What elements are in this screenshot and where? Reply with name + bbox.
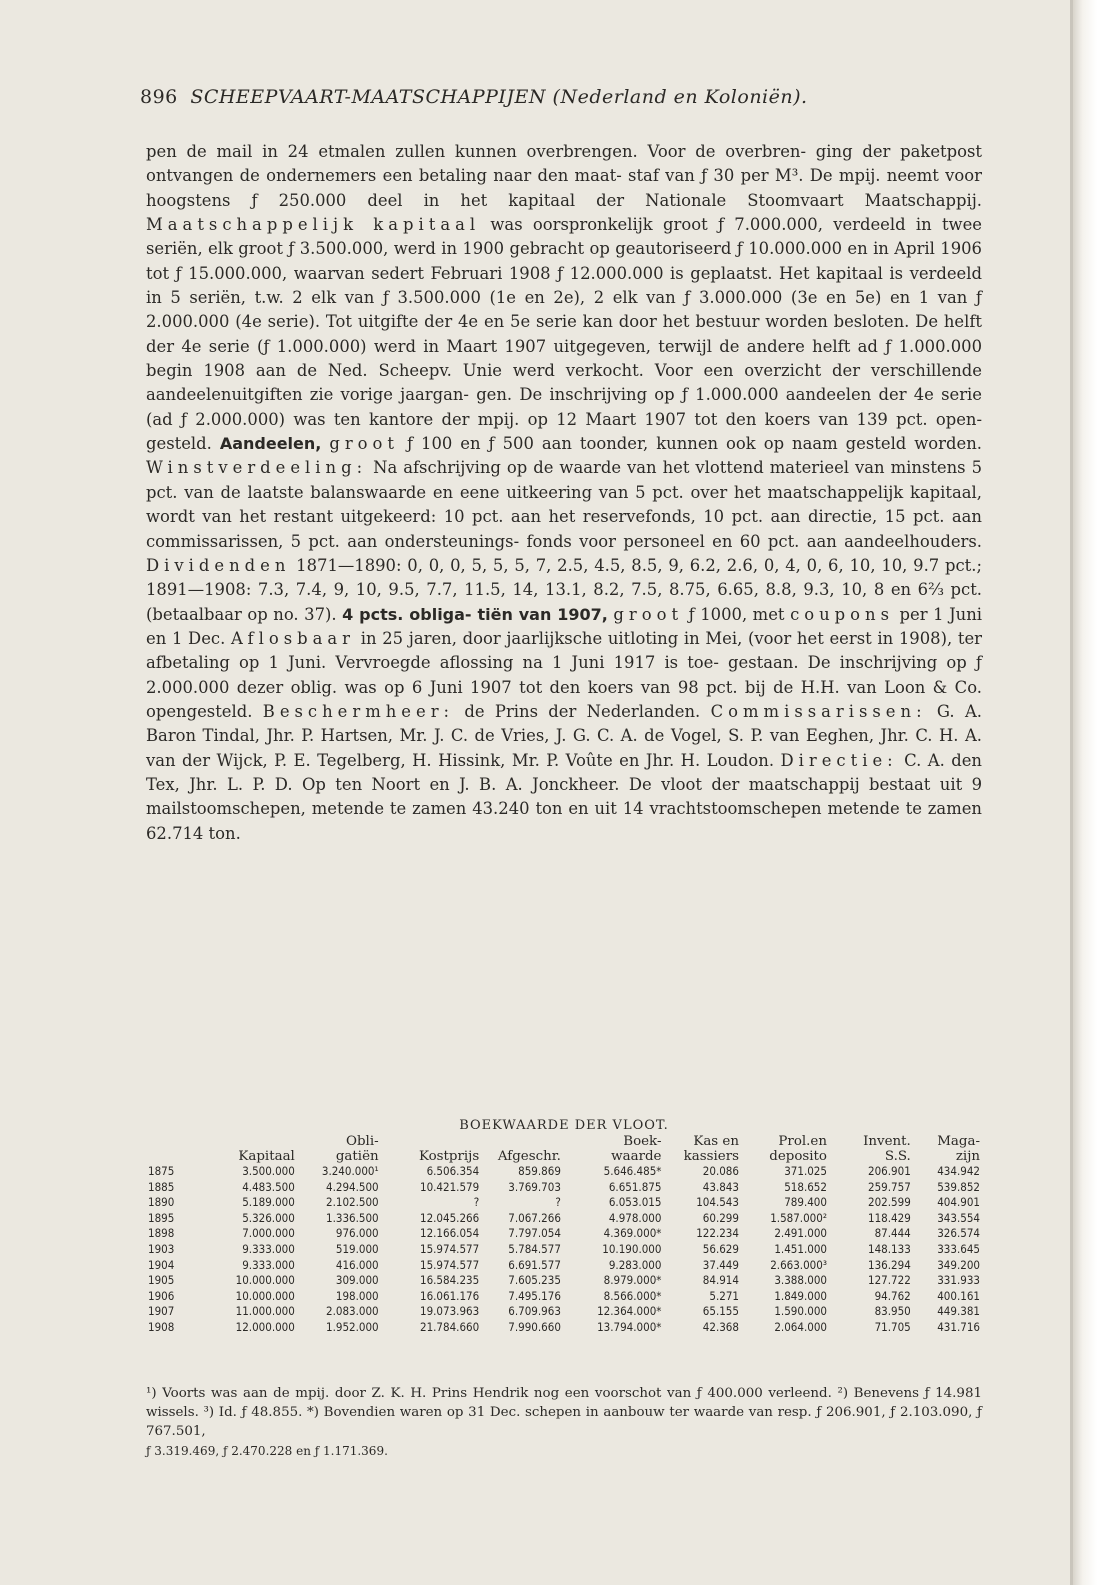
fleet-value-table [146, 1134, 982, 1336]
footnote-text-end: ƒ 3.319.469, ƒ 2.470.228 en ƒ 1.171.369. [146, 1443, 388, 1458]
spaced-groot-1: groot [329, 434, 399, 454]
table-cell: 343.554 [937, 1210, 980, 1225]
table-cell: 56.629 [702, 1241, 739, 1256]
table-cell-year: 1890 [148, 1195, 175, 1210]
table-cell: 434.942 [937, 1164, 980, 1178]
table-cell: 4.294.500 [326, 1179, 379, 1194]
table-cell: 1.952.000 [326, 1319, 379, 1334]
table-cell: 71.705 [874, 1319, 911, 1334]
table-cell-year: 1898 [148, 1226, 175, 1241]
spaced-aflosbaar: Aflosbaar [231, 628, 356, 648]
table-cell: 6.506.354 [426, 1164, 480, 1178]
table-cell: 859.869 [518, 1164, 561, 1178]
table-cell: 1.336.500 [326, 1210, 379, 1225]
table-header-row-bottom [146, 1149, 982, 1164]
table-cell: 789.400 [784, 1195, 827, 1210]
table-cell: 7.797.054 [508, 1226, 561, 1241]
table-row [146, 1273, 982, 1289]
body-text [146, 140, 982, 846]
table-header-cell [481, 1134, 563, 1149]
table-header-cell: Obli- [346, 1134, 379, 1149]
table-header-cell [146, 1149, 207, 1164]
table-header-cell: Kapitaal [238, 1149, 295, 1164]
table-cell: 12.045.266 [419, 1210, 480, 1225]
table-cell: 1.451.000 [774, 1241, 827, 1256]
table-cell: 4.978.000 [608, 1210, 662, 1225]
table-cell: 259.757 [868, 1179, 911, 1194]
table-cell: 148.133 [868, 1241, 911, 1256]
page-number: 896 [140, 86, 178, 108]
table-cell: 2.064.000 [774, 1319, 827, 1334]
table-cell: 5.271 [709, 1288, 739, 1303]
table-cell: 976.000 [335, 1226, 379, 1241]
table-cell: 11.000.000 [235, 1304, 295, 1319]
body-p5: 1871—1890: 0, 0, 0, 5, 5, 5, 7, 2.5, 4.5, 8.5, 9, 6.2, 2.6, 0, 4, 0, 6, 10, 10, 9.7 pct.; 1891—1908: 7.3, 7.4, 9, 10, 9.5, 7.7, 11.5, 14, 13.1, 8.2, 7.5, 8.75, 6.65, 8.8, 9.3, 10, 8 en 6⅔ pct. (betaalbaar op no. 37). [146, 555, 982, 624]
body-p9: de Prins der Nederlanden. [464, 701, 701, 721]
table-cell-year: 1895 [148, 1210, 175, 1225]
table-header-cell: Boek- [623, 1134, 662, 1149]
table-cell: 37.449 [702, 1257, 739, 1272]
body-p1: pen de mail in 24 etmalen zullen kunnen overbrengen. Voor de overbren- ging der paketpost ontvangen de ondernemers een betaling naar den maat- staf van ƒ 30 per M³. De mpij. neemt voor hoogstens ƒ 250.000 deel in het kapitaal der Nationale Stoomvaart Maatschappij. [146, 142, 982, 210]
table-cell: 9.333.000 [242, 1257, 295, 1272]
table-cell: 1.587.000² [770, 1210, 827, 1225]
table-cell: 19.073.963 [419, 1304, 480, 1319]
table-cell: 16.061.176 [419, 1288, 480, 1303]
table-cell: 4.369.000* [603, 1226, 662, 1241]
running-head [140, 86, 980, 108]
table-header-cell: S.S. [884, 1149, 911, 1164]
table-cell: 3.769.703 [508, 1179, 561, 1194]
spaced-dividenden: Dividenden [146, 555, 291, 575]
table-cell: 42.368 [702, 1319, 739, 1334]
table-cell: 104.543 [696, 1195, 739, 1210]
body-p3: ƒ 100 en ƒ 500 aan toonder, kunnen ook op naam gesteld worden. [406, 434, 982, 454]
table-cell: 371.025 [784, 1164, 827, 1178]
table-cell: 43.843 [702, 1179, 739, 1194]
table-cell-year: 1907 [148, 1304, 175, 1319]
table-cell: 333.645 [937, 1241, 980, 1256]
table-header-cell: waarde [611, 1149, 662, 1164]
table-cell: 9.283.000 [608, 1257, 662, 1272]
body-p2: was oorspronkelijk groot ƒ 7.000.000, verdeeld in twee seriën, elk groot ƒ 3.500.000, werd in 1900 gebracht op geautoriseerd ƒ 10.000.000 en in April 1906 tot ƒ 15.000.000, waarvan sedert Februari 1908 ƒ 12.000.000 is geplaatst. Het kapitaal is verdeeld in 5 seriën, t.w. 2 elk van ƒ 3.500.000 (1e en 2e), 2 elk van ƒ 3.000.000 (3e en 5e) en 1 van ƒ 2.000.000 (4e serie). Tot uitgifte der 4e en 5e serie kan door het bestuur worden besloten. De helft der 4e serie (ƒ 1.000.000) werd in Maart 1907 uitgegeven, terwijl de andere helft ad ƒ 1.000.000 begin 1908 aan de Ned. Scheepv. Unie werd verkocht. Voor een overzicht der verschillende aandeelenuitgiften zie vorige jaargan- gen. De inschrijving op ƒ 1.000.000 aandeelen der 4e serie (ad ƒ 2.000.000) was ten kantore der mpij. op 12 Maart 1907 tot den koers van 139 pct. open- gesteld. [146, 215, 982, 454]
table-row [146, 1226, 982, 1242]
spaced-directie: Directie: [780, 750, 898, 770]
table-cell: 5.784.577 [508, 1241, 561, 1256]
table-cell: 5.189.000 [242, 1195, 295, 1210]
table-row [146, 1304, 982, 1320]
table-cell: 87.444 [874, 1226, 911, 1241]
table-header-cell: zijn [955, 1149, 980, 1164]
table-cell: 416.000 [335, 1257, 379, 1272]
table-cell: 3.240.000¹ [321, 1164, 379, 1178]
table-cell-year: 1885 [148, 1179, 175, 1194]
table-cell: 15.974.577 [419, 1241, 480, 1256]
table-cell: 60.299 [702, 1210, 739, 1225]
table-cell: 84.914 [702, 1273, 739, 1288]
table-cell: 400.161 [937, 1288, 980, 1303]
table-cell: 198.000 [335, 1288, 379, 1303]
table-cell: 4.483.500 [242, 1179, 295, 1194]
table-cell-year: 1904 [148, 1257, 175, 1272]
spaced-beschermheer: Beschermheer: [262, 701, 455, 721]
table-cell: 21.784.660 [419, 1319, 480, 1334]
table-title: BOEKWAARDE DER VLOOT. [459, 1118, 669, 1133]
table-cell: 7.495.176 [508, 1288, 561, 1303]
table-header-cell: deposito [769, 1149, 827, 1164]
body-p7: per 1 Juni en 1 Dec. [146, 604, 982, 648]
table-cell: 8.979.000* [603, 1273, 662, 1288]
table-cell: 12.000.000 [235, 1319, 295, 1334]
table-row [146, 1320, 982, 1336]
table-cell: 2.083.000 [326, 1304, 379, 1319]
table-header-cell: Invent. [863, 1134, 911, 1149]
table-cell: 5.646.485* [603, 1164, 662, 1178]
table-row [146, 1180, 982, 1196]
table-row [146, 1195, 982, 1211]
heading-aandeelen: Aandeelen, [219, 434, 322, 454]
table-cell-year: 1875 [148, 1164, 175, 1178]
spaced-kapitaal: Maatschappelijk kapitaal [146, 215, 481, 235]
table-cell: 10.000.000 [235, 1288, 295, 1303]
table-row [146, 1242, 982, 1258]
table-cell: 449.381 [937, 1304, 980, 1319]
table-cell: 13.794.000* [597, 1319, 662, 1334]
table-row [146, 1258, 982, 1274]
book-spine-edge [1073, 0, 1097, 1585]
table-header-cell [381, 1134, 482, 1149]
table-cell: 7.067.266 [508, 1210, 561, 1225]
table-cell: 9.333.000 [242, 1241, 295, 1256]
table-cell: 118.429 [868, 1210, 911, 1225]
table-cell: 331.933 [937, 1273, 980, 1288]
table-cell: 1.849.000 [774, 1288, 827, 1303]
table-cell: 206.901 [868, 1164, 911, 1178]
table-header-cell [146, 1134, 207, 1149]
table-header-cell [207, 1134, 297, 1149]
table-cell: 6.709.963 [508, 1304, 561, 1319]
table-cell: 10.000.000 [235, 1273, 295, 1288]
table-cell: 202.599 [868, 1195, 911, 1210]
table-header-cell: gatiën [335, 1149, 379, 1164]
table-cell: ? [473, 1195, 480, 1210]
table-row [146, 1164, 982, 1180]
body-p6: ƒ 1000, met [688, 604, 785, 624]
table-cell: 127.722 [868, 1273, 911, 1288]
table-cell: 2.663.000³ [770, 1257, 827, 1272]
table-cell-year: 1905 [148, 1273, 175, 1288]
page-title: SCHEEPVAART-MAATSCHAPPIJEN (Nederland en Koloniën). [190, 86, 808, 108]
table-cell: 65.155 [702, 1304, 739, 1319]
spaced-groot-2: groot [613, 604, 684, 624]
table-cell: 3.500.000 [242, 1164, 295, 1178]
body-p8: in 25 jaren, door jaarlijksche uitloting in Mei, (voor het eerst in 1908), ter afbetaling op 1 Juni. Vervroegde aflossing na 1 Juni 1917 is toe- gestaan. De inschrijving op ƒ 2.000.000 dezer oblig. was op 6 Juni 1907 tot den koers van 98 pct. bij de H.H. van Loon & Co. opengesteld. [146, 628, 983, 721]
table-header-cell: Kostprijs [418, 1149, 480, 1164]
table-cell: 431.716 [937, 1319, 980, 1334]
table-cell: 518.652 [784, 1179, 827, 1194]
table-cell: 309.000 [335, 1273, 379, 1288]
table-cell: 6.651.875 [608, 1179, 662, 1194]
table-cell-year: 1903 [148, 1241, 175, 1256]
table-cell: 20.086 [702, 1164, 739, 1178]
spaced-coupons: coupons [790, 604, 894, 624]
table-cell: 83.950 [874, 1304, 911, 1319]
table-cell: 6.053.015 [608, 1195, 662, 1210]
table-row [146, 1289, 982, 1305]
table-cell: 94.762 [874, 1288, 911, 1303]
footnote-text: ¹) Voorts was aan de mpij. door Z. K. H. Prins Hendrik nog een voorschot van ƒ 400.000 verleend. ²) Benevens ƒ 14.981 wissels. ³) Id. ƒ 48.855. *) Bovendien waren op 31 Dec. schepen in aanbouw ter waarde van resp. ƒ 206.901, ƒ 2.103.090, ƒ 767.501, [146, 1386, 982, 1440]
table-cell: 7.000.000 [242, 1226, 295, 1241]
body-p10: G. A. Baron Tindal, Jhr. P. Hartsen, Mr. J. C. de Vries, J. G. C. A. de Vogel, S. P. van Eeghen, Jhr. C. H. A. van der Wijck, P. E. Tegelberg, H. Hissink, Mr. P. Voûte en Jhr. H. Loudon. [146, 701, 983, 770]
table-header-row-top [146, 1134, 982, 1149]
spaced-commissarissen: Commissarissen: [710, 701, 927, 721]
table-cell: 12.166.054 [419, 1226, 480, 1241]
table-cell: 7.605.235 [508, 1273, 561, 1288]
fleet-value-table-section [146, 1118, 982, 1336]
table-cell: 326.574 [937, 1226, 980, 1241]
table-header-cell: Afgeschr. [497, 1149, 561, 1164]
table-cell: 404.901 [937, 1195, 980, 1210]
body-p11: C. A. den Tex, Jhr. L. P. D. Op ten Noort en J. B. A. Jonckheer. De vloot der maatschappij bestaat uit 9 mailstoomschepen, metende te zamen 43.240 ton en uit 14 vrachtstoomschepen metende te zamen 62.714 ton. [146, 750, 982, 843]
table-cell: 10.190.000 [602, 1241, 662, 1256]
table-cell: 5.326.000 [242, 1210, 295, 1225]
table-cell: 349.200 [937, 1257, 980, 1272]
table-cell: 6.691.577 [508, 1257, 561, 1272]
table-row [146, 1211, 982, 1227]
table-cell-year: 1908 [148, 1319, 175, 1334]
table-cell: 15.974.577 [419, 1257, 480, 1272]
table-cell: 1.590.000 [774, 1304, 827, 1319]
table-cell: 7.990.660 [508, 1319, 561, 1334]
table-cell: 16.584.235 [419, 1273, 480, 1288]
table-cell: 539.852 [937, 1179, 980, 1194]
table-cell: 122.234 [696, 1226, 739, 1241]
table-cell-year: 1906 [148, 1288, 175, 1303]
table-header-cell: kassiers [683, 1149, 739, 1164]
table-cell: 12.364.000* [597, 1304, 662, 1319]
table-header-cell: Maga- [937, 1134, 980, 1149]
table-cell: 136.294 [868, 1257, 911, 1272]
table-cell: 10.421.579 [419, 1179, 480, 1194]
table-cell: 2.491.000 [774, 1226, 827, 1241]
table-cell: 519.000 [335, 1241, 379, 1256]
table-cell: 3.388.000 [774, 1273, 827, 1288]
table-body [146, 1164, 982, 1336]
table-header-cell: Kas en [693, 1134, 739, 1149]
table-cell: 8.566.000* [603, 1288, 662, 1303]
table-header-cell: Prol.en [778, 1134, 827, 1149]
heading-obligatien: 4 pcts. obliga- tiën van 1907, [342, 604, 608, 624]
footnotes [146, 1384, 982, 1461]
table-cell: 2.102.500 [326, 1195, 379, 1210]
body-p4: Na afschrijving op de waarde van het vlottend materieel van minstens 5 pct. van de laatste balanswaarde en eene uitkeering van 5 pct. over het maatschappelijk kapitaal, wordt van het restant uitgekeerd: 10 pct. aan het reservefonds, 10 pct. aan directie, 15 pct. aan commissarissen, 5 pct. aan ondersteunings- fonds voor personeel en 60 pct. aan aandeelhouders. [146, 458, 982, 551]
table-cell: ? [555, 1195, 561, 1210]
spaced-winstverdeeling: Winstverdeeling: [146, 458, 368, 478]
